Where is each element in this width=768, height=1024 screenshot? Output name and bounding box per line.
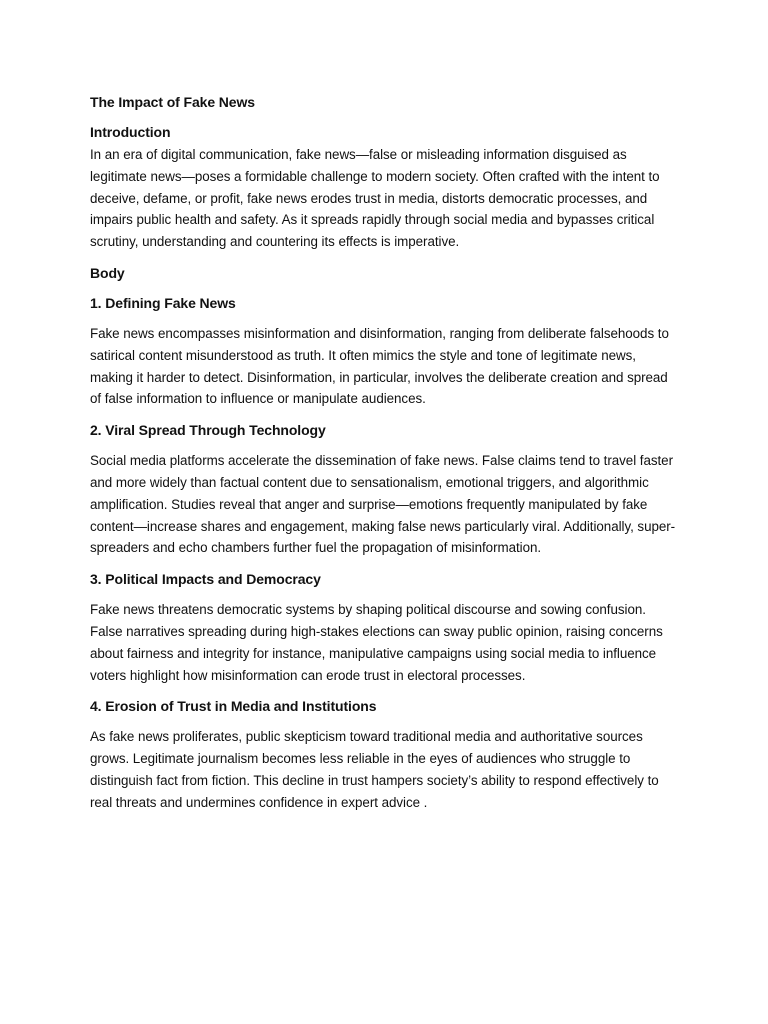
introduction-paragraph: In an era of digital communication, fake news—false or misleading information disguised as legitimate news—poses a formidable challenge to modern society. Often crafted with the intent to deceive, defame, or profit, fake news erodes trust in media, distorts democratic processes, and impairs public health and safety. As it spreads rapidly through social media and bypasses critical scrutiny, understanding and countering its effects is imperative.	[90, 147, 660, 250]
section-heading: 4. Erosion of Trust in Media and Institutions	[90, 698, 377, 715]
body-heading: Body	[90, 264, 125, 281]
section-heading: 3. Political Impacts and Democracy	[90, 571, 321, 588]
section-heading: 1. Defining Fake News	[90, 294, 236, 311]
document-page	[90, 92, 682, 824]
section-viral-spread	[90, 420, 682, 559]
section-heading: 2. Viral Spread Through Technology	[90, 422, 326, 439]
section-paragraph: Fake news threatens democratic systems by shaping political discourse and sowing confusion. False narratives spreading during high-stakes elections can sway public opinion, raising concerns about fairness and integrity for instance, manipulative campaigns using social media to influence voters highlight how misinformation can erode trust in electoral processes.	[90, 602, 663, 683]
section-political-impacts	[90, 569, 682, 686]
section-paragraph: Social media platforms accelerate the dissemination of fake news. False claims tend to travel faster and more widely than factual content due to sensationalism, emotional triggers, and algorithmic amplification. Studies reveal that anger and surprise—emotions frequently manipulated by fake content—increase shares and engagement, making false news particularly viral. Additionally, super-spreaders and echo chambers further fuel the propagation of misinformation.	[90, 453, 676, 556]
section-paragraph: Fake news encompasses misinformation and disinformation, ranging from deliberate falsehoods to satirical content misunderstood as truth. It often mimics the style and tone of legitimate news, making it harder to detect. Disinformation, in particular, involves the deliberate creation and spread of false information to influence or manipulate audiences.	[90, 325, 669, 407]
section-erosion-of-trust	[90, 696, 682, 813]
introduction-heading: Introduction	[90, 124, 171, 140]
section-defining-fake-news	[90, 293, 682, 410]
document-title: The Impact of Fake News	[90, 94, 255, 110]
section-paragraph: As fake news proliferates, public skepticism toward traditional media and authoritative sources grows. Legitimate journalism becomes less reliable in the eyes of audiences who struggle to distinguish fact from fiction. This decline in trust hampers society’s ability to respond effectively to real threats and undermines confidence in expert advice .	[90, 729, 659, 810]
